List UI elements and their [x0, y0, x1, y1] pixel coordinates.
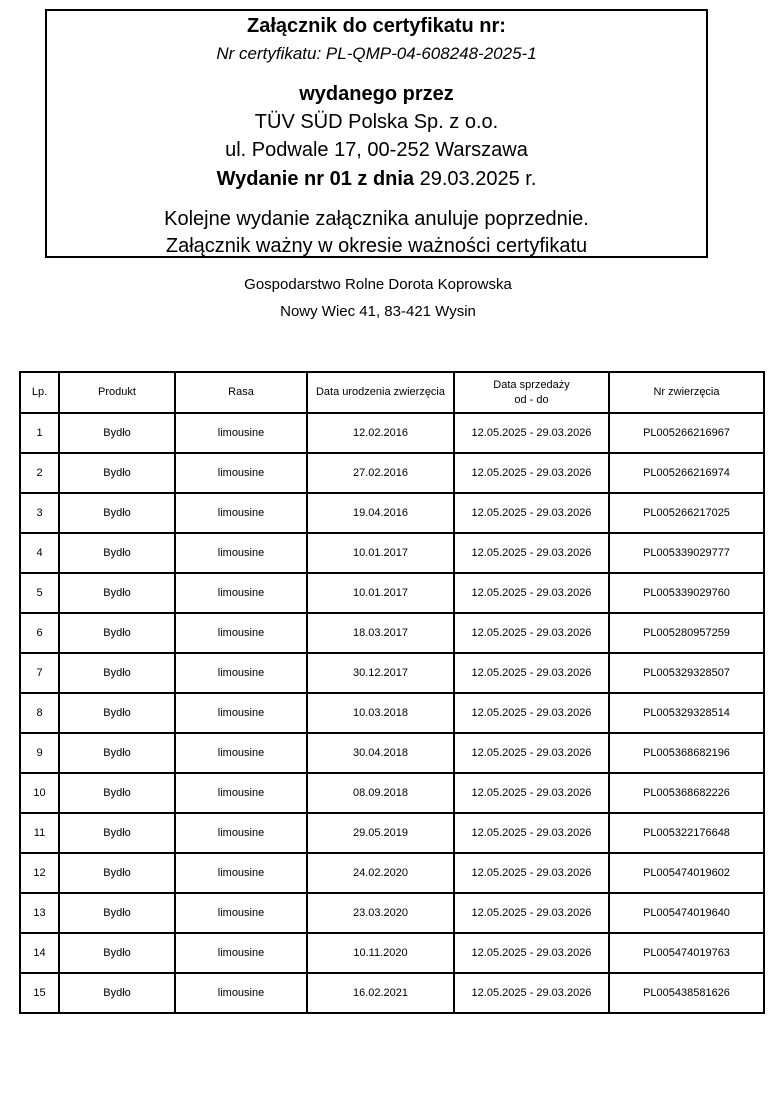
cell-birth-date: 08.09.2018	[307, 773, 454, 813]
cell-birth-date: 10.01.2017	[307, 533, 454, 573]
cell-breed: limousine	[175, 813, 307, 853]
cell-breed: limousine	[175, 453, 307, 493]
cell-product: Bydło	[59, 973, 175, 1013]
cell-sale-period: 12.05.2025 - 29.03.2026	[454, 693, 609, 733]
cell-product: Bydło	[59, 893, 175, 933]
cell-sale-period: 12.05.2025 - 29.03.2026	[454, 853, 609, 893]
cell-product: Bydło	[59, 453, 175, 493]
table-row	[20, 973, 764, 1013]
cell-breed: limousine	[175, 933, 307, 973]
cell-lp: 10	[20, 773, 59, 813]
cell-sale-period: 12.05.2025 - 29.03.2026	[454, 773, 609, 813]
attachment-title: Załącznik do certyfikatu nr:	[247, 15, 506, 37]
table-row	[20, 533, 764, 573]
cell-animal-number: PL005368682226	[609, 773, 764, 813]
table-row	[20, 653, 764, 693]
cell-birth-date: 30.12.2017	[307, 653, 454, 693]
cell-sale-period: 12.05.2025 - 29.03.2026	[454, 613, 609, 653]
table-body	[20, 413, 764, 1013]
validity-note: Załącznik ważny w okresie ważności certyfikatu	[165, 235, 588, 257]
cell-sale-period: 12.05.2025 - 29.03.2026	[454, 893, 609, 933]
table-row	[20, 613, 764, 653]
cell-sale-period: 12.05.2025 - 29.03.2026	[454, 973, 609, 1013]
cell-birth-date: 27.02.2016	[307, 453, 454, 493]
cell-sale-period: 12.05.2025 - 29.03.2026	[454, 533, 609, 573]
header-sale-date	[454, 372, 609, 413]
cell-product: Bydło	[59, 853, 175, 893]
cell-animal-number: PL005266216967	[609, 413, 764, 453]
holder-address: Nowy Wiec 41, 83-421 Wysin	[280, 303, 476, 320]
header-breed: Rasa	[175, 372, 307, 413]
cell-breed: limousine	[175, 693, 307, 733]
cell-sale-period: 12.05.2025 - 29.03.2026	[454, 493, 609, 533]
cell-birth-date: 29.05.2019	[307, 813, 454, 853]
header-sale-date-line1: Data sprzedaży	[493, 378, 570, 391]
cell-product: Bydło	[59, 733, 175, 773]
cell-animal-number: PL005339029777	[609, 533, 764, 573]
cell-birth-date: 18.03.2017	[307, 613, 454, 653]
table-row	[20, 573, 764, 613]
header-birth-date: Data urodzenia zwierzęcia	[307, 372, 454, 413]
cell-animal-number: PL005280957259	[609, 613, 764, 653]
cell-breed: limousine	[175, 493, 307, 533]
cell-product: Bydło	[59, 573, 175, 613]
header-product: Produkt	[59, 372, 175, 413]
cell-lp: 2	[20, 453, 59, 493]
cell-animal-number: PL005322176648	[609, 813, 764, 853]
cell-animal-number: PL005368682196	[609, 733, 764, 773]
cell-lp: 15	[20, 973, 59, 1013]
cell-birth-date: 19.04.2016	[307, 493, 454, 533]
cell-animal-number: PL005266217025	[609, 493, 764, 533]
cell-product: Bydło	[59, 493, 175, 533]
header-lp: Lp.	[20, 372, 59, 413]
table-row	[20, 893, 764, 933]
cell-product: Bydło	[59, 613, 175, 653]
cell-birth-date: 23.03.2020	[307, 893, 454, 933]
cell-breed: limousine	[175, 733, 307, 773]
header-sale-date-line2: od - do	[514, 393, 549, 406]
cell-animal-number: PL005474019640	[609, 893, 764, 933]
edition-date: 29.03.2025 r.	[419, 168, 537, 190]
cell-product: Bydło	[59, 693, 175, 733]
cell-sale-period: 12.05.2025 - 29.03.2026	[454, 653, 609, 693]
cell-product: Bydło	[59, 413, 175, 453]
issuer-address: ul. Podwale 17, 00-252 Warszawa	[225, 139, 528, 161]
cell-breed: limousine	[175, 853, 307, 893]
cell-sale-period: 12.05.2025 - 29.03.2026	[454, 453, 609, 493]
animals-table	[19, 371, 765, 1014]
cell-animal-number: PL005339029760	[609, 573, 764, 613]
cell-product: Bydło	[59, 773, 175, 813]
cell-sale-period: 12.05.2025 - 29.03.2026	[454, 413, 609, 453]
cell-lp: 5	[20, 573, 59, 613]
table-row	[20, 733, 764, 773]
cell-product: Bydło	[59, 653, 175, 693]
cell-lp: 4	[20, 533, 59, 573]
cell-breed: limousine	[175, 573, 307, 613]
cell-animal-number: PL005474019602	[609, 853, 764, 893]
cell-animal-number: PL005474019763	[609, 933, 764, 973]
cell-lp: 1	[20, 413, 59, 453]
cell-lp: 11	[20, 813, 59, 853]
cell-sale-period: 12.05.2025 - 29.03.2026	[454, 733, 609, 773]
cell-breed: limousine	[175, 613, 307, 653]
table-row	[20, 493, 764, 533]
cell-birth-date: 10.11.2020	[307, 933, 454, 973]
cell-lp: 13	[20, 893, 59, 933]
header-animal-number: Nr zwierzęcia	[609, 372, 764, 413]
cell-breed: limousine	[175, 973, 307, 1013]
table-row	[20, 813, 764, 853]
cell-breed: limousine	[175, 413, 307, 453]
cell-product: Bydło	[59, 533, 175, 573]
cell-sale-period: 12.05.2025 - 29.03.2026	[454, 813, 609, 853]
cell-animal-number: PL005266216974	[609, 453, 764, 493]
cell-birth-date: 10.03.2018	[307, 693, 454, 733]
table-header-row	[20, 372, 764, 413]
cell-breed: limousine	[175, 893, 307, 933]
issuer-company: TÜV SÜD Polska Sp. z o.o.	[254, 111, 499, 133]
certificate-number: Nr certyfikatu: PL-QMP-04-608248-2025-1	[216, 44, 537, 63]
table-row	[20, 853, 764, 893]
cell-lp: 8	[20, 693, 59, 733]
cell-lp: 9	[20, 733, 59, 773]
table-row	[20, 453, 764, 493]
cell-birth-date: 12.02.2016	[307, 413, 454, 453]
edition-line	[47, 168, 706, 191]
cell-animal-number: PL005329328507	[609, 653, 764, 693]
cell-breed: limousine	[175, 533, 307, 573]
holder-name: Gospodarstwo Rolne Dorota Koprowska	[244, 276, 512, 293]
cell-product: Bydło	[59, 933, 175, 973]
cell-birth-date: 16.02.2021	[307, 973, 454, 1013]
table-row	[20, 933, 764, 973]
cell-animal-number: PL005438581626	[609, 973, 764, 1013]
cell-lp: 14	[20, 933, 59, 973]
cell-sale-period: 12.05.2025 - 29.03.2026	[454, 933, 609, 973]
cell-lp: 12	[20, 853, 59, 893]
cell-lp: 6	[20, 613, 59, 653]
edition-note: Kolejne wydanie załącznika anuluje poprzednie.	[164, 208, 589, 230]
cell-animal-number: PL005329328514	[609, 693, 764, 733]
edition-label: Wydanie nr 01 z dnia	[216, 168, 415, 190]
issued-by-label: wydanego przez	[299, 83, 454, 105]
cell-birth-date: 10.01.2017	[307, 573, 454, 613]
cell-sale-period: 12.05.2025 - 29.03.2026	[454, 573, 609, 613]
cell-lp: 7	[20, 653, 59, 693]
table-row	[20, 693, 764, 733]
cell-breed: limousine	[175, 653, 307, 693]
cell-birth-date: 30.04.2018	[307, 733, 454, 773]
cell-product: Bydło	[59, 813, 175, 853]
certificate-header-box	[45, 9, 708, 258]
cell-birth-date: 24.02.2020	[307, 853, 454, 893]
table-row	[20, 773, 764, 813]
cell-lp: 3	[20, 493, 59, 533]
table-row	[20, 413, 764, 453]
cell-breed: limousine	[175, 773, 307, 813]
